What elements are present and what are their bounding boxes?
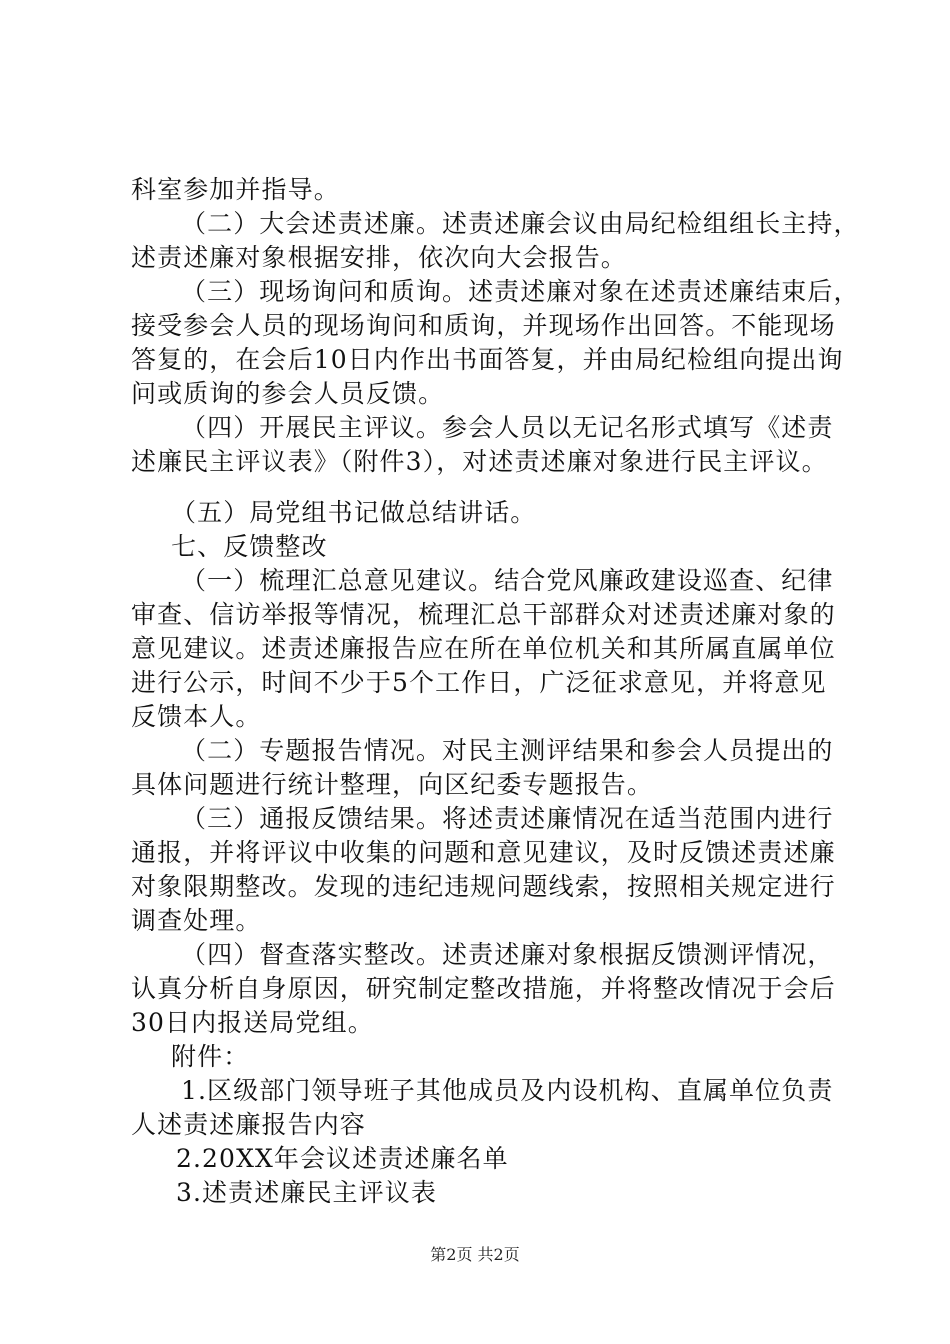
body-line: （五）局党组书记做总结讲话。: [171, 498, 537, 527]
body-line: （四）督查落实整改。述责述廉对象根据反馈测评情况，: [181, 940, 834, 969]
body-line: 问或质询的参会人员反馈。: [131, 379, 445, 408]
body-line: 意见建议。述责述廉报告应在所在单位机关和其所属直属单位: [131, 634, 836, 663]
body-line: 通报，并将评议中收集的问题和意见建议，及时反馈述责述廉: [131, 838, 836, 867]
body-line: 审查、信访举报等情况，梳理汇总干部群众对述责述廉对象的: [131, 600, 836, 629]
body-line: 科室参加并指导。: [131, 175, 340, 204]
body-line: 具体问题进行统计整理，向区纪委专题报告。: [131, 770, 654, 799]
body-line: 答复的，在会后10日内作出书面答复，并由局纪检组向提出询: [131, 345, 844, 374]
section-heading: 七、反馈整改: [171, 532, 328, 561]
body-line: 反馈本人。: [131, 702, 262, 731]
attachment-item-continued: 人述责述廉报告内容: [131, 1110, 366, 1139]
page-number-footer: 第2页 共2页: [430, 1245, 520, 1264]
body-line: （四）开展民主评议。参会人员以无记名形式填写《述责: [181, 413, 834, 442]
attachment-item: 2.20XX年会议述责述廉名单: [176, 1144, 509, 1173]
body-line: （三）现场询问和质询。述责述廉对象在述责述廉结束后，: [181, 277, 860, 306]
attachment-item: 1.区级部门领导班子其他成员及内设机构、直属单位负责: [181, 1076, 834, 1105]
body-line: 对象限期整改。发现的违纪违规问题线索，按照相关规定进行: [131, 872, 836, 901]
body-line: （二）专题报告情况。对民主测评结果和参会人员提出的: [181, 736, 834, 765]
body-line: 进行公示，时间不少于5个工作日，广泛征求意见，并将意见: [131, 668, 827, 697]
body-line: （二）大会述责述廉。述责述廉会议由局纪检组组长主持，: [181, 209, 860, 238]
attachment-item: 3.述责述廉民主评议表: [176, 1178, 437, 1207]
body-line: 认真分析自身原因，研究制定整改措施，并将整改情况于会后: [131, 974, 836, 1003]
body-line: 接受参会人员的现场询问和质询，并现场作出回答。不能现场: [131, 311, 836, 340]
body-line: （一）梳理汇总意见建议。结合党风廉政建设巡查、纪律: [181, 566, 834, 595]
body-line: 述责述廉对象根据安排，依次向大会报告。: [131, 243, 627, 272]
attachments-heading: 附件：: [171, 1042, 250, 1071]
body-line: 30日内报送局党组。: [131, 1008, 374, 1037]
body-line: 述廉民主评议表》（附件3），对述责述廉对象进行民主评议。: [131, 447, 828, 476]
body-line: （三）通报反馈结果。将述责述廉情况在适当范围内进行: [181, 804, 834, 833]
body-line: 调查处理。: [131, 906, 262, 935]
